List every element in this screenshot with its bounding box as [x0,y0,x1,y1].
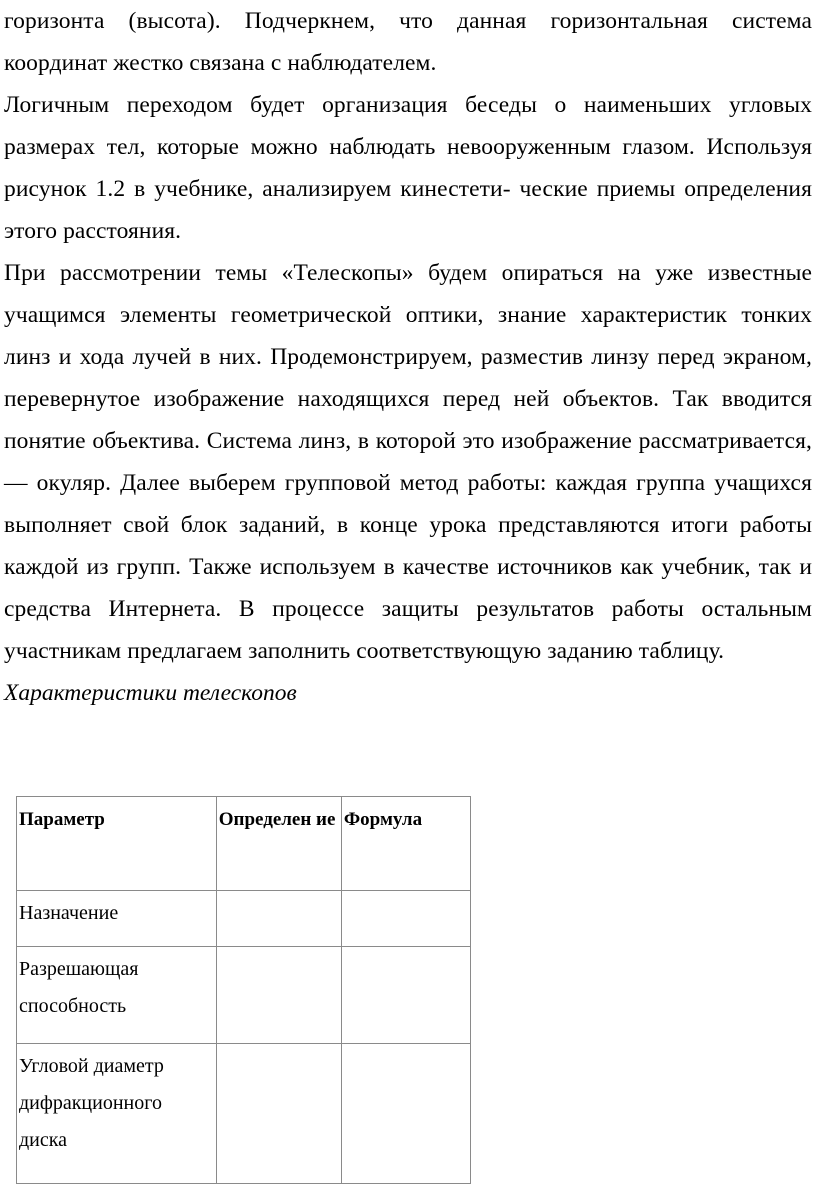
table-row [17,947,471,1044]
header-formula: Формула [341,797,470,891]
table-caption: Характеристики телескопов [4,680,297,706]
paragraph-3: При рассмотрении темы «Телескопы» будем опираться на уже известные учащимся элементы геометрической оптики, знание характеристик тонких линз и хода лучей в них. Продемонстрируем, разместив линзу перед экраном, перевернутое изображение находящихся перед ней объектов. Так вводится понятие объектива. Система линз, в которой это изображение рассматривается, — окуляр. Далее выберем групповой метод работы: каждая группа учащихся выполняет свой блок заданий, в конце урока представляются итоги работы каждой из групп. Также используем в качестве источников как учебник, так и средства Интернета. В процессе защиты результатов работы остальным участникам предлагаем заполнить соответствующую заданию таблицу. [4,260,812,664]
cell-definition [216,1044,341,1184]
cell-parameter: Угловой диаметр дифракционного диска [17,1044,217,1184]
cell-parameter: Назначение [17,891,217,947]
telescope-characteristics-table [16,796,471,1184]
table-row [17,1044,471,1184]
document-page [4,0,812,714]
header-definition: Определен ие [216,797,341,891]
table-row [17,891,471,947]
cell-definition [216,947,341,1044]
cell-formula [341,891,470,947]
paragraph-1: горизонта (высота). Подчеркнем, что данная горизонтальная система координат жестко связана с наблюдателем. [4,8,812,76]
table-header-row [17,797,471,891]
header-parameter: Параметр [17,797,217,891]
cell-definition [216,891,341,947]
cell-formula [341,947,470,1044]
cell-parameter: Разрешающая способность [17,947,217,1044]
paragraph-2: Логичным переходом будет организация беседы о наименьших угловых размерах тел, которые можно наблюдать невооруженным глазом. Используя рисунок 1.2 в учебнике, анализируем кинестети- ческие приемы определения этого расстояния. [4,92,812,244]
cell-formula [341,1044,470,1184]
